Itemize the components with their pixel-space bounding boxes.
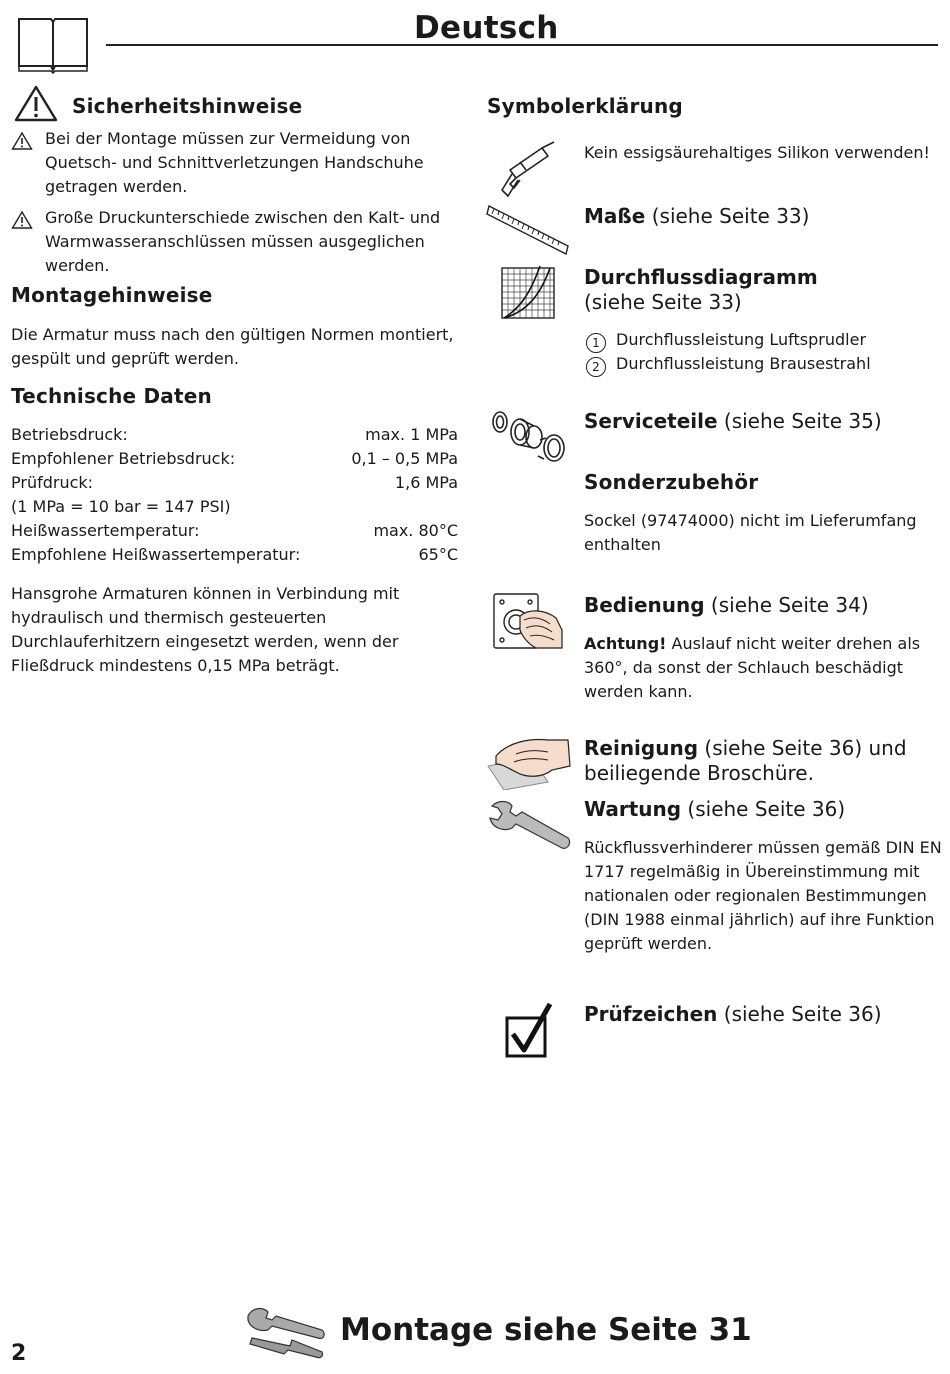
footer-title: Montage siehe Seite 31 [340, 1312, 752, 1348]
tech-heading: Technische Daten [11, 384, 212, 408]
flow-item-number: 1 [586, 333, 606, 353]
maintenance-bold: Wartung [584, 797, 682, 821]
tech-label: Prüfdruck: [11, 473, 94, 492]
tech-row [11, 471, 458, 495]
maintenance-label [584, 797, 845, 822]
tech-note: Hansgrohe Armaturen können in Verbindung mit hydraulisch und thermisch gesteuerten Durchlauferhitzern eingesetzt werden, wenn der Fließdruck mindestens 0,15 MPa beträgt. [11, 584, 400, 675]
flow-item-number: 2 [586, 357, 606, 377]
warning-triangle-icon [11, 131, 33, 155]
tech-row [11, 423, 458, 447]
accessory-heading: Sonderzubehör [584, 470, 759, 494]
safety-text: Bei der Montage müssen zur Vermeidung von Quetsch- und Schnittverletzungen Handschuhe getragen werden. [45, 129, 424, 196]
flow-ref: (siehe Seite 33) [584, 290, 742, 314]
warning-triangle-icon [11, 210, 33, 234]
flow-list-item [586, 328, 936, 353]
operation-warning-text: Auslauf nicht weiter drehen als 360°, da sonst der Schlauch beschädigt werden kann. [584, 634, 921, 701]
safety-item [11, 206, 461, 278]
safety-item [11, 127, 461, 199]
maintenance-ref: (siehe Seite 36) [681, 797, 846, 821]
service-ref: (siehe Seite 35) [717, 409, 882, 433]
flow-item-label: Durchflussleistung Brausestrahl [616, 354, 871, 373]
test-mark-ref: (siehe Seite 36) [717, 1002, 882, 1026]
operation-bold: Bedienung [584, 593, 705, 617]
silicone-text: Kein essigsäurehaltiges Silikon verwenden! [584, 143, 930, 162]
tech-row [11, 519, 458, 543]
symbols-heading: Symbolerklärung [487, 94, 683, 118]
test-mark-label [584, 1002, 882, 1027]
flow-item-label: Durchflussleistung Luftsprudler [616, 330, 867, 349]
tech-row [11, 495, 458, 519]
maintenance-text: Rückflussverhinderer müssen gemäß DIN EN 1717 regelmäßig in Übereinstimmung mit nationalen oder regionalen Bestimmungen (DIN 1988 einmal jährlich) auf ihre Funktion geprüft werden. [584, 838, 942, 953]
tech-value: 1,6 MPa [394, 473, 458, 492]
mounting-heading: Montagehinweise [11, 283, 213, 307]
hand-operating-icon [490, 590, 566, 656]
safety-heading: Sicherheitshinweise [72, 94, 303, 118]
mounting-text: Die Armatur muss nach den gültigen Normen montiert, gespült und geprüft werden. [11, 325, 454, 368]
flow-label [584, 265, 934, 315]
dimensions-bold: Maße [584, 204, 646, 228]
hand-cleaning-icon [486, 736, 572, 794]
tech-label: Heißwassertemperatur: [11, 521, 200, 540]
checkmark-box-icon [504, 1000, 554, 1064]
tech-value: 65°C [418, 545, 458, 564]
page-title: Deutsch [414, 10, 559, 46]
tech-label: Betriebsdruck: [11, 425, 128, 444]
wrench-icon [486, 798, 572, 856]
aerator-parts-icon [488, 404, 572, 470]
tech-value: max. 1 MPa [365, 425, 458, 444]
tech-value: max. 80°C [373, 521, 458, 540]
tech-label: (1 MPa = 10 bar = 147 PSI) [11, 497, 231, 516]
dimensions-label [584, 204, 809, 229]
ruler-icon [486, 202, 572, 262]
flow-bold: Durchflussdiagramm [584, 265, 818, 289]
cleaning-bold: Reinigung [584, 736, 699, 760]
tech-value: 0,1 – 0,5 MPa [351, 449, 458, 468]
accessory-text: Sockel (97474000) nicht im Lieferumfang enthalten [584, 511, 917, 554]
cleaning-ref: (siehe Seite 36) und beiliegende Broschüre. [584, 736, 907, 785]
service-bold: Serviceteile [584, 409, 718, 433]
tech-row [11, 543, 458, 567]
warning-triangle-icon [13, 84, 59, 126]
tech-row [11, 447, 458, 471]
tools-icon [244, 1302, 326, 1364]
operation-label [584, 593, 869, 618]
silicone-gun-icon [496, 140, 558, 204]
book-icon [17, 16, 89, 78]
cleaning-label [584, 736, 934, 786]
safety-text: Große Druckunterschiede zwischen den Kalt- und Warmwasseranschlüssen müssen ausgeglichen werden. [45, 208, 441, 275]
operation-ref: (siehe Seite 34) [704, 593, 869, 617]
operation-warning [584, 632, 924, 704]
tech-label: Empfohlener Betriebsdruck: [11, 449, 236, 468]
page-number: 2 [11, 1341, 27, 1366]
dimensions-ref: (siehe Seite 33) [645, 204, 810, 228]
tech-label: Empfohlene Heißwassertemperatur: [11, 545, 301, 564]
service-label [584, 409, 882, 434]
flow-list-item [586, 352, 936, 377]
operation-warning-bold: Achtung! [584, 634, 667, 653]
flow-diagram-icon [500, 264, 558, 326]
test-mark-bold: Prüfzeichen [584, 1002, 718, 1026]
